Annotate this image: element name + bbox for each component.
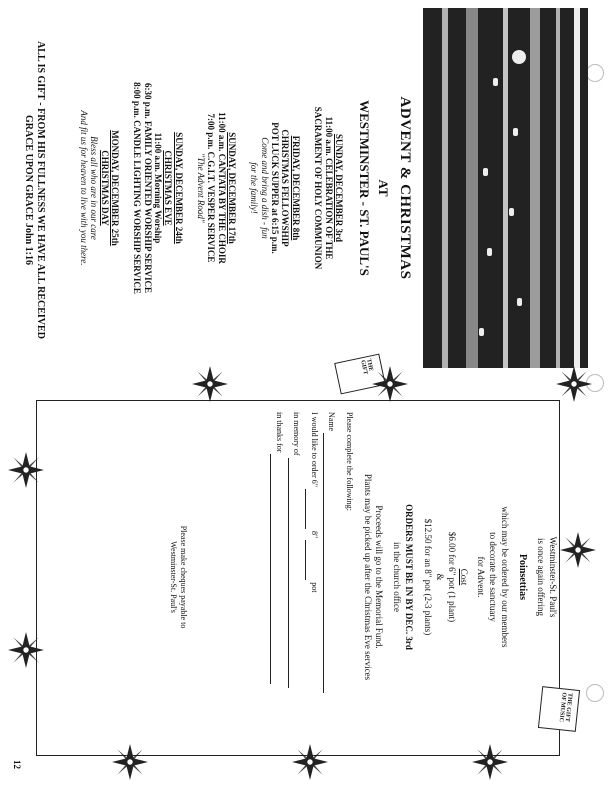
event-line: 11:00 a.m. CELEBRATION OF THE bbox=[323, 116, 334, 260]
poinsettia-info bbox=[361, 412, 558, 742]
poinsettia-icon bbox=[372, 366, 408, 402]
event-line: "The Advent Road" bbox=[196, 153, 207, 223]
event-date: SUNDAY, DECEMBER 24th bbox=[173, 132, 184, 244]
name-row bbox=[323, 412, 341, 742]
event-line: for the family! bbox=[249, 162, 260, 214]
order-deadline: ORDERS MUST BE IN BY DEC. 3rd bbox=[403, 504, 414, 650]
poinsettia-icon bbox=[556, 366, 592, 402]
info-line: Westminster-St. Paul's bbox=[548, 536, 558, 618]
church-name: WESTMINSTER - ST. PAUL'S bbox=[356, 100, 372, 276]
punch-hole-top bbox=[586, 64, 604, 82]
event-line: SACRAMENT OF HOLY COMMUNION bbox=[313, 106, 324, 270]
memory-field[interactable] bbox=[288, 458, 289, 688]
event-line: 11:00 a.m. Morning Worship bbox=[153, 132, 164, 244]
poinsettia-icon bbox=[472, 744, 508, 780]
verse-line: ALL IS GIFT - FROM HIS FULLNESS WE HAVE ALL RECEIVED bbox=[35, 41, 46, 339]
poinsettia-icon bbox=[292, 744, 328, 780]
info-line: is once again offering bbox=[536, 537, 547, 617]
gift-tag-text: THE GIFT OF MUSIC bbox=[557, 692, 573, 723]
info-line: Proceeds will go to the Memorial Fund. bbox=[374, 505, 385, 649]
event-line: CHRISTMAS DAY bbox=[99, 150, 110, 226]
event-block bbox=[79, 18, 120, 358]
program-title: ADVENT & CHRISTMAS bbox=[397, 96, 413, 280]
event-line: 8:00 p.m. CANDLE LIGHTING WORSHIP SERVICE bbox=[132, 82, 143, 294]
cheque-line: Westminster-St. Paul's bbox=[169, 541, 179, 613]
event-line: CHRISTMAS FELLOWSHIP bbox=[280, 129, 291, 247]
cover-artwork bbox=[423, 8, 588, 368]
event-date: MONDAY, DECEMBER 25th bbox=[110, 130, 121, 246]
name-label: Name bbox=[327, 412, 337, 432]
cost-line: & bbox=[435, 573, 446, 581]
poinsettia-icon bbox=[560, 532, 596, 568]
thanks-label: in thanks for bbox=[274, 412, 284, 453]
thanks-row bbox=[270, 412, 288, 742]
gift-tag-text: THE GIFT bbox=[359, 358, 374, 376]
order-row bbox=[305, 412, 323, 742]
size-6-field[interactable] bbox=[305, 489, 306, 529]
info-line: Plants may be picked up after the Christmas Eve services bbox=[362, 473, 373, 681]
event-block bbox=[132, 18, 184, 358]
order-label: I would like to order bbox=[309, 412, 319, 478]
event-line: And fit us for heaven to live with you there. bbox=[79, 110, 89, 266]
advent-program-panel bbox=[8, 8, 588, 376]
thanks-field[interactable] bbox=[270, 454, 271, 684]
memory-label: in memory of bbox=[292, 412, 302, 456]
size-6-label: 6" bbox=[309, 479, 319, 488]
cost-line: $12.50 for an 8" pot (2-3 plants) bbox=[423, 518, 434, 636]
info-line: to decorate the sanctuary bbox=[487, 532, 498, 622]
event-line: POT LUCK SUPPER at 6:15 p.m. bbox=[270, 122, 281, 254]
event-line: Bless all who are in our care bbox=[89, 136, 100, 240]
program-text bbox=[79, 18, 413, 358]
form-intro: Please complete the following: bbox=[345, 412, 354, 511]
poinsettia-icon bbox=[8, 452, 44, 488]
event-date: FRIDAY, DECEMBER 8th bbox=[290, 135, 301, 241]
poinsettias-heading: Poinsettias bbox=[516, 553, 528, 601]
event-block bbox=[249, 18, 301, 358]
cheque-line: Please make cheques payable to bbox=[179, 525, 188, 629]
poinsettia-icon bbox=[112, 744, 148, 780]
info-line: for Advent. bbox=[476, 556, 487, 598]
info-line: which may be ordered by our members bbox=[499, 506, 510, 648]
event-line: 6:30 p.m. FAMILY ORIENTED WORSHIP SERVICE bbox=[142, 83, 153, 293]
event-block bbox=[196, 18, 237, 358]
size-8-field[interactable] bbox=[305, 540, 306, 580]
event-line: CHRISTMAS EVE bbox=[163, 150, 174, 226]
poinsettia-icon bbox=[192, 366, 228, 402]
poinsettia-order-panel bbox=[8, 372, 588, 782]
scripture-verse bbox=[22, 20, 46, 360]
page-number: 12 bbox=[12, 760, 22, 769]
order-form bbox=[270, 412, 358, 742]
event-line: 11:00 a.m. CANTATA BY THE CHOIR bbox=[216, 112, 227, 264]
event-date: SUNDAY, DECEMBER 3rd bbox=[333, 133, 344, 243]
memory-row bbox=[288, 412, 306, 742]
cost-line: $6.00 for 6" pot (1 plant) bbox=[446, 531, 457, 623]
info-line: in the church office bbox=[392, 541, 403, 613]
poinsettia-icon bbox=[8, 632, 44, 668]
event-date: SUNDAY, DECEMBER 17th bbox=[227, 132, 238, 244]
verse-line: GRACE UPON GRACE John 1:16 bbox=[23, 114, 34, 265]
cheque-note bbox=[169, 412, 188, 742]
punch-hole-bottom bbox=[586, 684, 604, 702]
event-line: 7:00 p.m. C.G.I.T. VESPER SERVICE bbox=[206, 113, 217, 263]
event-line: Come and bring a dish - fun bbox=[259, 137, 270, 239]
size-8-label: 8" bbox=[309, 531, 319, 539]
event-block bbox=[313, 18, 344, 358]
name-field[interactable] bbox=[323, 433, 324, 693]
cost-heading: Cost bbox=[458, 568, 469, 586]
pot-label: pot bbox=[309, 582, 319, 593]
program-at: AT bbox=[375, 179, 391, 197]
